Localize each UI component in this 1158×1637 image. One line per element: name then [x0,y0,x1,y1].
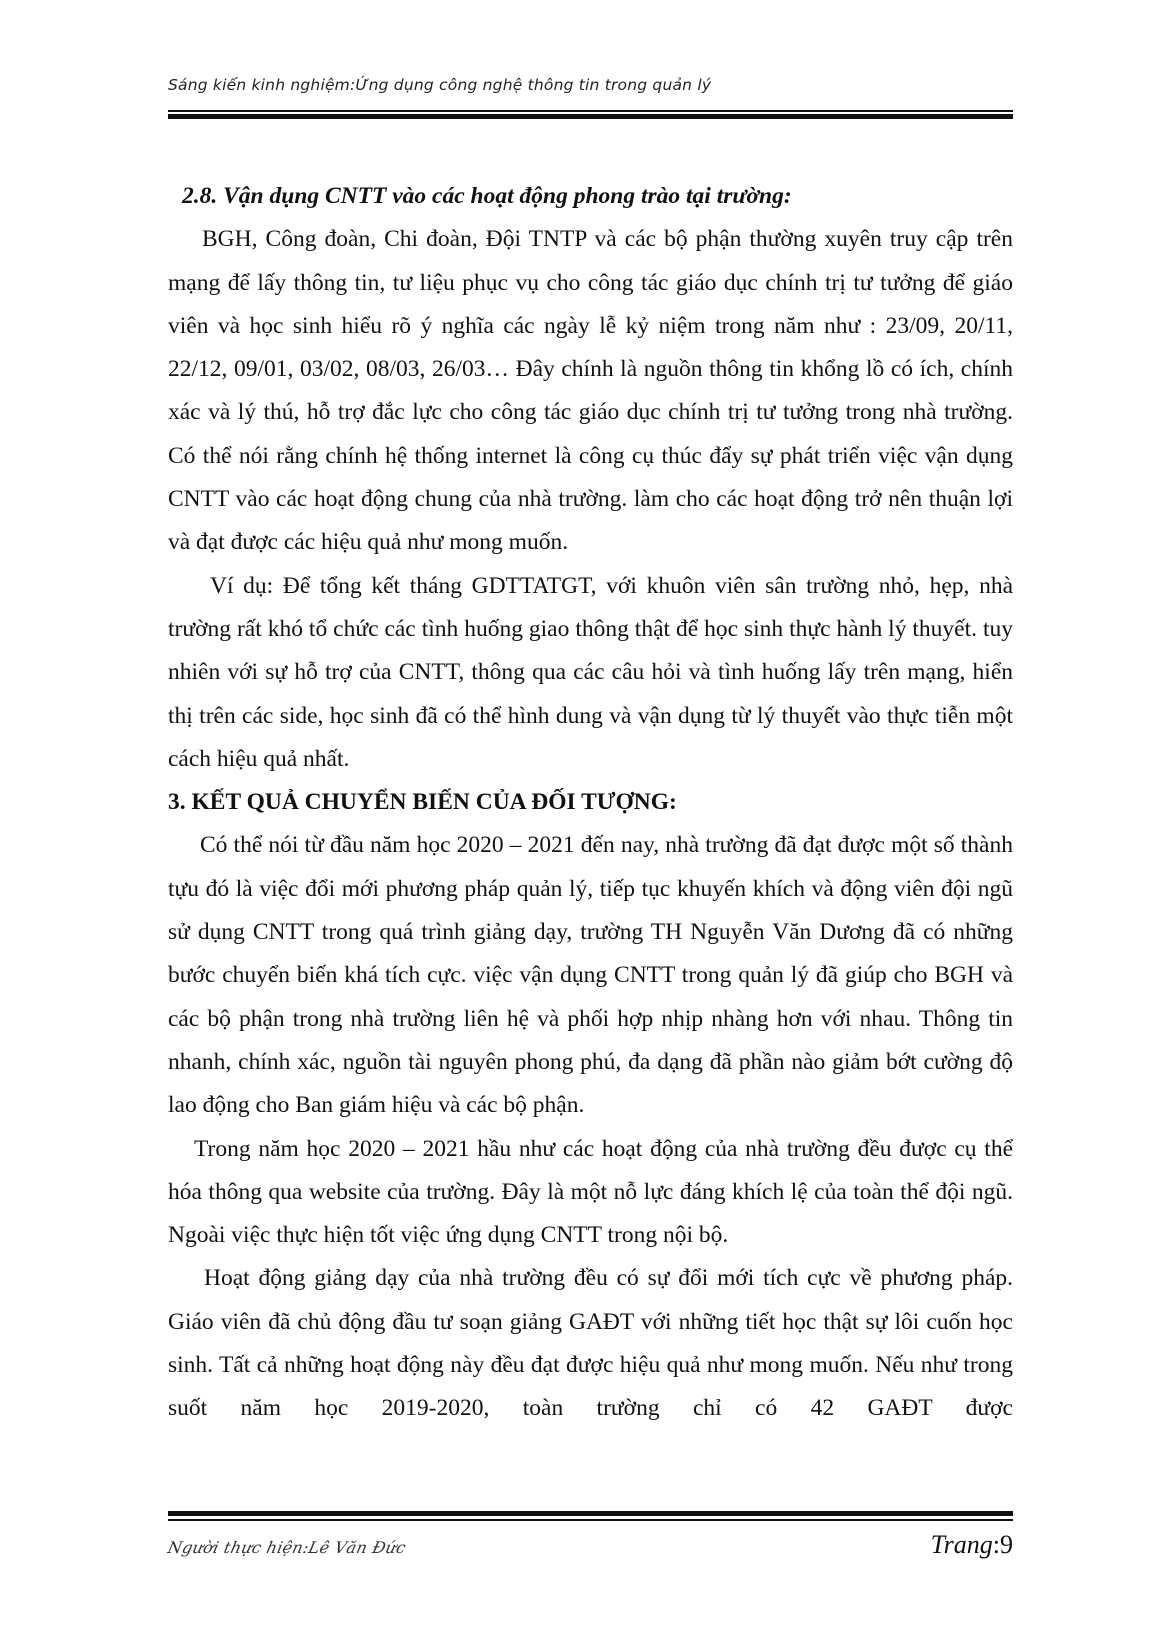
section-3-heading: 3. KẾT QUẢ CHUYỂN BIẾN CỦA ĐỐI TƯỢNG: [168,789,677,816]
page-number [931,1530,1013,1560]
header-rule-thick [168,114,1013,119]
footer-rule-thin [168,1519,1013,1521]
footer-rule-thick [168,1511,1013,1516]
section-2-8-heading: 2.8. Vận dụng CNTT vào các hoạt động phong trào tại trường: [182,183,792,209]
page-label: Trang [930,1530,993,1559]
section-2-8-paragraph-1: BGH, Công đoàn, Chi đoàn, Đội TNTP và các bộ phận thường xuyên truy cập trên mạng để lấy thông tin, tư liệu phục vụ cho công tác giáo dục chính trị tư tưởng để giáo viên và học sinh hiểu rõ ý nghĩa các ngày lễ kỷ niệm trong năm như : 23/09, 20/11, 22/12, 09/01, 03/02, 08/03, 26/03… Đây chính là nguồn thông tin khổng lồ có ích, chính xác và lý thú, hỗ trợ đắc lực cho công tác giáo dục chính trị tư tưởng trong nhà trường. Có thể nói rằng chính hệ thống internet là công cụ thúc đẩy sự phát triển việc vận dụng CNTT vào các hoạt động chung của nhà trường. làm cho các hoạt động trở nên thuận lợi và đạt được các hiệu quả như mong muốn. [168,226,1013,556]
footer-author: Người thực hiện:Lê Văn Đức [165,1538,408,1557]
running-header: Sáng kiến kinh nghiệm:Ứng dụng công nghệ thông tin trong quản lý [168,76,712,94]
section-3-paragraph-3: Hoạt động giảng dạy của nhà trường đều có sự đổi mới tích cực về phương pháp. Giáo viên đã chủ động đầu tư soạn giảng GAĐT với những tiết học thật sự lôi cuốn học sinh. Tất cả những hoạt động này đều đạt được hiệu quả như mong muốn. Nếu như trong suốt năm học 2019-2020, toàn trường chỉ có 42 GAĐT được [168,1265,1013,1422]
section-3-paragraph-2: Trong năm học 2020 – 2021 hầu như các hoạt động của nhà trường đều được cụ thể hóa thông qua website của trường. Đây là một nỗ lực đáng khích lệ của toàn thể đội ngũ. Ngoài việc thực hiện tốt việc ứng dụng CNTT trong nội bộ. [168,1135,1013,1249]
page-number-value: :9 [992,1530,1013,1559]
section-3-paragraph-1: Có thể nói từ đầu năm học 2020 – 2021 đến nay, nhà trường đã đạt được một số thành tựu đó là việc đổi mới phương pháp quản lý, tiếp tục khuyến khích và động viên đội ngũ sử dụng CNTT trong quá trình giảng dạy, trường TH Nguyễn Văn Dương đã có những bước chuyển biến khá tích cực. việc vận dụng CNTT trong quản lý đã giúp cho BGH và các bộ phận trong nhà trường liên hệ và phối hợp nhịp nhàng hơn với nhau. Thông tin nhanh, chính xác, nguồn tài nguyên phong phú, đa dạng đã phần nào giảm bớt cường độ lao động cho Ban giám hiệu và các bộ phận. [168,832,1013,1119]
page-body [168,175,1013,1431]
section-2-8-paragraph-2: Ví dụ: Để tổng kết tháng GDTTATGT, với khuôn viên sân trường nhỏ, hẹp, nhà trường rất khó tổ chức các tình huống giao thông thật để học sinh thực hành lý thuyết. tuy nhiên với sự hỗ trợ của CNTT, thông qua các câu hỏi và tình huống lấy trên mạng, hiển thị trên các side, học sinh đã có thể hình dung và vận dụng từ lý thuyết vào thực tiễn một cách hiệu quả nhất. [168,572,1013,772]
header-rule-thin [168,110,1013,112]
